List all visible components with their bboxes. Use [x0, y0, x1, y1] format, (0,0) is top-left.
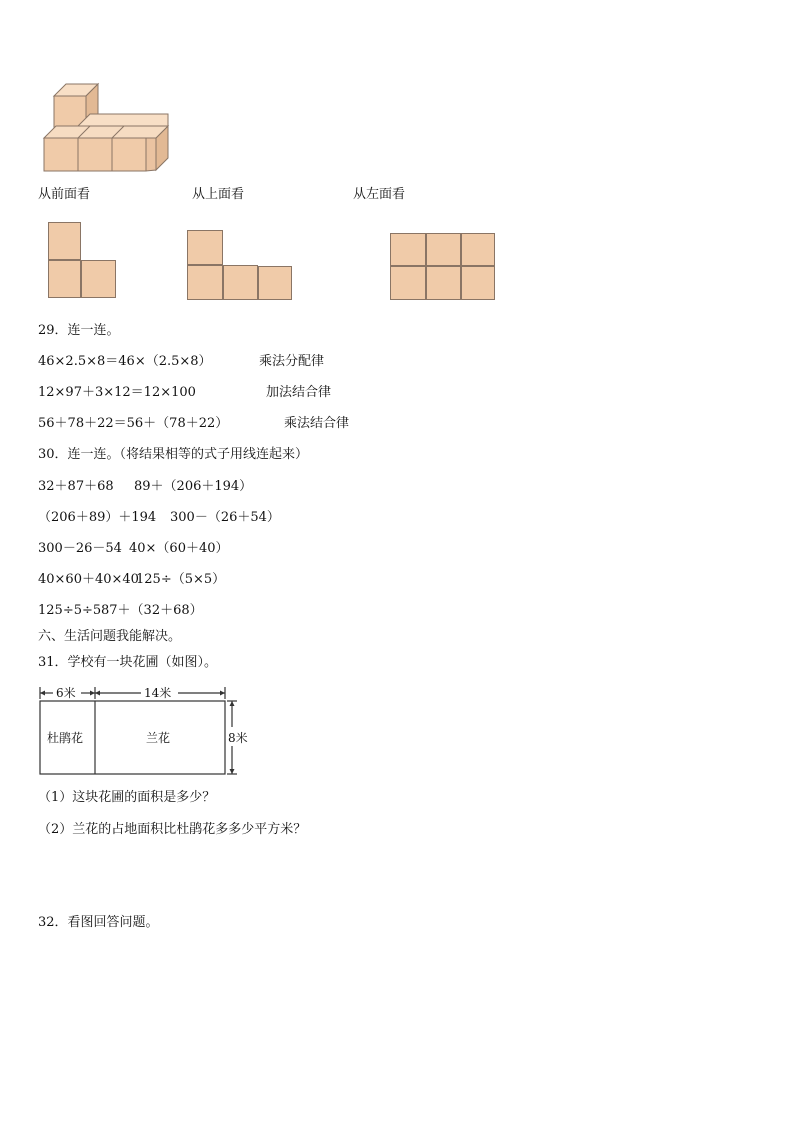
q30-title: 30．连一连。（将结果相等的式子用线连起来）: [38, 447, 309, 462]
q30-right-expr[interactable]: 87＋（32＋68）: [101, 603, 203, 618]
q30-right-expr[interactable]: 300－（26＋54）: [170, 510, 280, 525]
top-view-label: 从上面看: [192, 187, 245, 202]
q29-expression: 56＋78＋22＝56＋（78＋22）: [38, 416, 229, 431]
view-square: [390, 233, 426, 266]
view-square: [187, 265, 223, 300]
view-square: [48, 222, 81, 260]
q30-left-expr[interactable]: 32＋87＋68: [38, 479, 114, 494]
q31-subquestion-1: （1）这块花圃的面积是多少？: [38, 790, 216, 805]
q30-right-expr[interactable]: 89＋（206＋194）: [134, 479, 253, 494]
dimension-8m: 8米: [228, 731, 248, 745]
view-square: [48, 260, 81, 298]
view-square: [461, 266, 495, 300]
left-view-label: 从左面看: [353, 187, 406, 202]
orchid-label: 兰花: [146, 731, 171, 745]
q29-title: 29．连一连。: [38, 323, 120, 338]
view-square: [187, 230, 223, 265]
dimension-14m: 14米: [144, 686, 172, 700]
azalea-label: 杜鹃花: [47, 731, 84, 745]
q30-left-expr[interactable]: 40×60＋40×40: [38, 572, 139, 587]
q31-subquestion-2: （2）兰花的占地面积比杜鹃花多多少平方米？: [38, 822, 307, 837]
q30-right-expr[interactable]: 40×（60＋40）: [129, 541, 229, 556]
q32-title: 32．看图回答问题。: [38, 915, 159, 930]
q29-law[interactable]: 乘法分配律: [259, 354, 325, 369]
view-square: [461, 233, 495, 266]
q30-left-expr[interactable]: 125÷5÷5: [38, 603, 102, 618]
cube-stack-figure: [40, 82, 172, 174]
flower-bed-figure: [36, 684, 252, 780]
q29-expression: 46×2.5×8＝46×（2.5×8）: [38, 354, 212, 369]
front-view-label: 从前面看: [38, 187, 91, 202]
q29-expression: 12×97＋3×12＝12×100: [38, 385, 196, 400]
dimension-6m: 6米: [56, 686, 76, 700]
view-square: [426, 233, 461, 266]
q29-law[interactable]: 加法结合律: [266, 385, 332, 400]
q31-title: 31．学校有一块花圃（如图）。: [38, 655, 218, 670]
q29-law[interactable]: 乘法结合律: [284, 416, 350, 431]
q30-left-expr[interactable]: 300－26－54: [38, 541, 122, 556]
view-square: [258, 266, 292, 300]
view-square: [390, 266, 426, 300]
view-square: [426, 266, 461, 300]
section-6-heading: 六、生活问题我能解决。: [38, 629, 182, 644]
q30-left-expr[interactable]: （206＋89）＋194: [38, 510, 157, 525]
q30-right-expr[interactable]: 125÷（5×5）: [136, 572, 226, 587]
view-square: [223, 265, 258, 300]
view-square: [81, 260, 116, 298]
